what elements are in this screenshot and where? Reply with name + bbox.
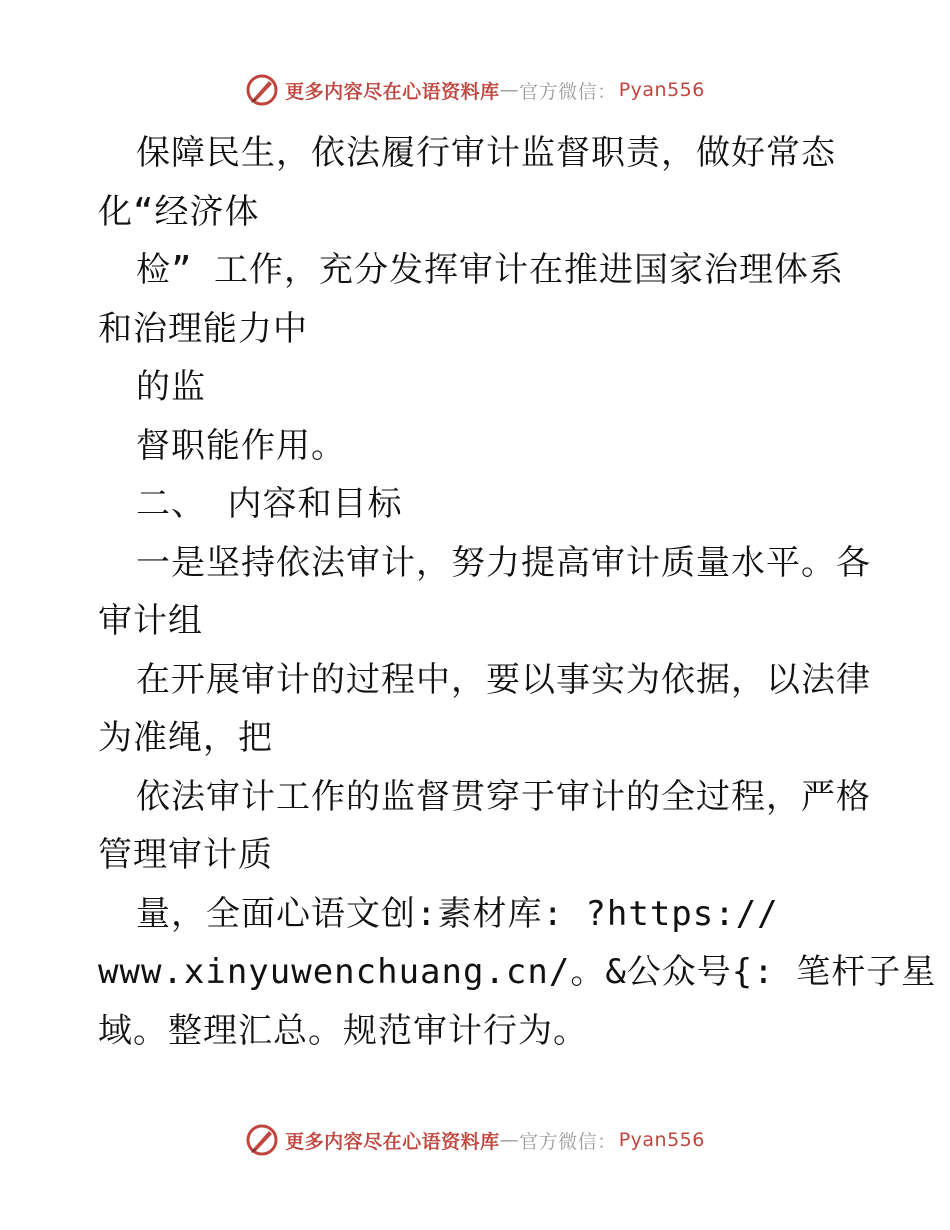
footer-banner	[0, 1118, 950, 1162]
body-line: 审计组	[98, 601, 203, 641]
body-line: 管理审计质	[98, 835, 273, 875]
body-line: www.xinyuwenchuang.cn/。&公众号{: 笔杆子星	[98, 952, 937, 992]
section-heading: 二、 内容和目标	[136, 484, 403, 524]
banner-wechat-id: Pyan556	[618, 79, 705, 101]
banner-wechat-id: Pyan556	[618, 1129, 705, 1151]
body-line: 和治理能力中	[98, 308, 308, 349]
banner-wechat-label: 官方微信：	[519, 80, 617, 103]
banner-wechat-label: 官方微信：	[519, 1130, 617, 1153]
quill-logo-icon	[245, 73, 279, 107]
banner-dash: —	[499, 79, 520, 101]
body-line: 一是坚持依法审计，努力提高审计质量水平。各	[136, 542, 871, 583]
body-line: 督职能作用。	[136, 425, 346, 466]
body-line: 检” 工作，充分发挥审计在推进国家治理体系	[136, 250, 844, 290]
quill-logo-icon	[245, 1123, 279, 1157]
document-body	[98, 124, 937, 1060]
body-line: 域。整理汇总。规范审计行为。	[98, 1010, 588, 1051]
body-line: 的监	[136, 367, 206, 407]
body-line: 量，全面心语文创:素材库: ?https://	[136, 893, 779, 934]
body-line: 化“经济体	[98, 191, 260, 232]
banner-title: 更多内容尽在心语资料库	[285, 80, 500, 103]
header-banner	[0, 68, 950, 112]
body-line: 依法审计工作的监督贯穿于审计的全过程，严格	[136, 776, 871, 817]
body-line: 为准绳，把	[98, 718, 273, 758]
banner-title: 更多内容尽在心语资料库	[285, 1130, 500, 1153]
body-line: 保障民生，依法履行审计监督职责，做好常态	[136, 133, 836, 173]
banner-dash: —	[499, 1129, 520, 1151]
body-line: 在开展审计的过程中，要以事实为依据，以法律	[136, 659, 871, 700]
